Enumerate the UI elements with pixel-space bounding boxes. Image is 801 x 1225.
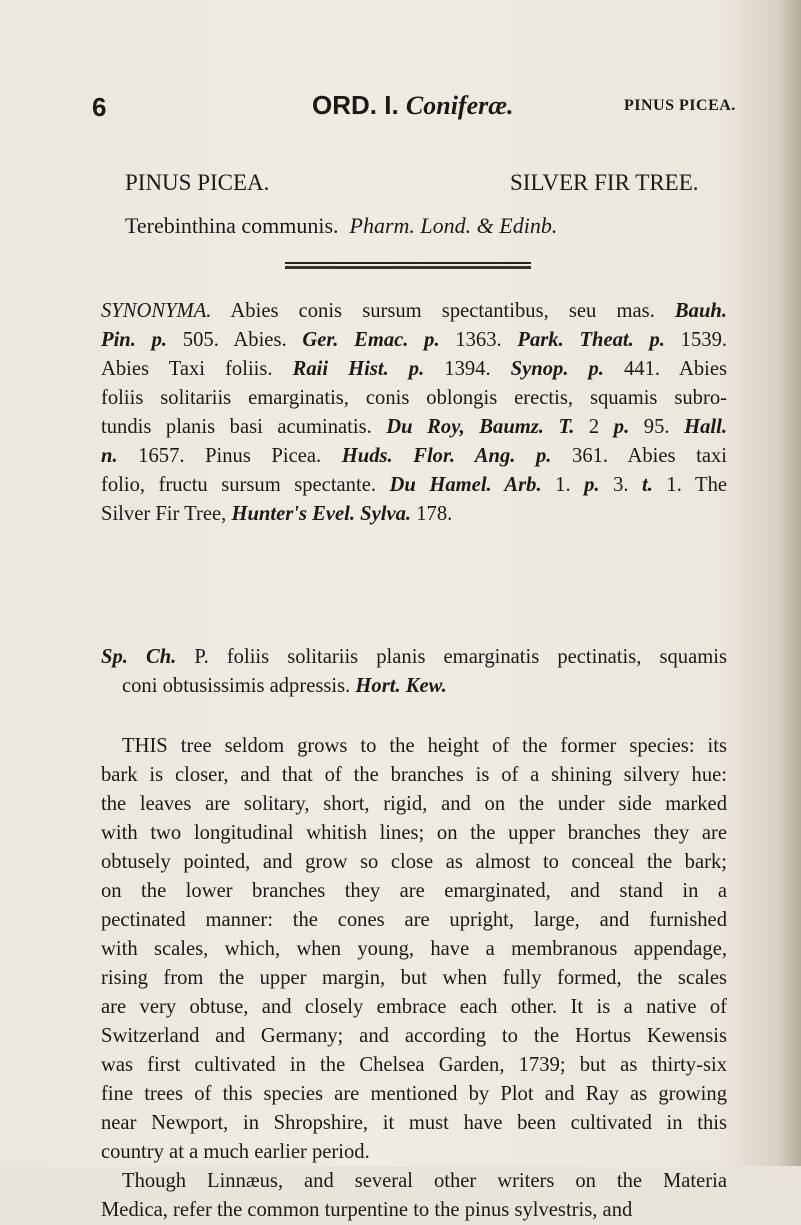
text-run: Sp. Ch. [101,646,177,668]
text-run: 1394. [424,358,511,380]
family-label: Coniferæ. [405,91,514,120]
description-paragraph [101,732,727,1225]
text-run: p. [584,474,600,496]
text-run: Pin. p. [101,329,168,351]
text-run: 361. Abies taxi [551,445,727,467]
text-run: folio, fructu sursum spectante. [101,474,390,496]
page-number: 6 [92,92,107,122]
text-run: Silver Fir Tree, [101,503,232,525]
body-line: with two longitudinal whitish lines; on the upper branches they are [101,822,727,844]
body-line: country at a much earlier period. [101,1141,370,1163]
body-line: the leaves are solitary, short, rigid, and on the under side marked [101,793,727,815]
body-line: Medica, refer the common turpentine to the pinus sylvestris, and [101,1199,633,1221]
text-run: foliis solitariis emarginatis, conis oblongis erectis, squamis subro- [101,387,727,409]
page-edge-shadow [779,0,801,1166]
text-run: Du Roy, Baumz. T. [386,416,575,438]
body-line: are very obtuse, and closely embrace each other. It is a native of [101,996,727,1018]
edinb-label: Edinb. [499,213,558,238]
text-line [101,500,727,529]
drug-name: Terebinthina communis. [125,213,339,238]
text-run: Du Hamel. Arb. [389,474,542,496]
body-line: pectinated manner: the cones are upright, large, and furnished [101,909,727,931]
text-run: Huds. Flor. Ang. p. [341,445,552,467]
synonyma-paragraph [101,297,727,529]
text-line [101,672,727,701]
section-divider [285,262,531,269]
text-run: 1. The [652,474,728,496]
body-line: THIS tree seldom grows to the height of the former species: its [122,735,727,757]
body-line: rising from the upper margin, but when fully formed, the scales [101,967,727,989]
text-run: 95. [629,416,685,438]
body-line: obtusely pointed, and grow so close as almost to conceal the bark; [101,851,727,873]
text-run: Raii Hist. p. [292,358,425,380]
text-run: Abies conis sursum spectantibus, seu mas. [211,300,675,322]
text-run: 505. Abies. [167,329,303,351]
running-head [0,86,801,126]
text-line [101,471,727,500]
text-run: Synop. p. [510,358,604,380]
text-run: 1657. Pinus Picea. [117,445,342,467]
body-line: bark is closer, and that of the branches is of a shining silvery hue: [101,764,727,786]
english-name: SILVER FIR TREE. [510,170,699,195]
order-label: ORD. I. [312,90,399,120]
text-run: Hort. Kew. [355,675,447,697]
text-run: n. [101,445,118,467]
text-run: SYNONYMA. [101,300,212,322]
text-run: 2 [574,416,614,438]
ampersand: & [476,213,494,238]
text-run: 3. [599,474,643,496]
text-line [101,413,727,442]
text-run: Hunter's Evel. Sylva. [231,503,412,525]
text-run: Abies Taxi foliis. [101,358,293,380]
body-line: on the lower branches they are emarginated, and stand in a [101,880,727,902]
text-run: 1363. [439,329,518,351]
text-run: 441. Abies [603,358,727,380]
text-line [101,384,727,413]
body-line: Switzerland and Germany; and according to the Hortus Kewensis [101,1025,727,1047]
pharmacopoeia-line [125,213,557,239]
text-run: 1. [541,474,585,496]
body-line: near Newport, in Shropshire, it must have been cultivated in this [101,1112,727,1134]
body-line: fine trees of this species are mentioned by Plot and Ray as growing [101,1083,727,1105]
specific-character-paragraph [101,643,727,701]
text-run: Ger. Emac. p. [302,329,440,351]
latin-name: PINUS PICEA. [125,170,270,195]
text-run: P. foliis solitariis planis emarginatis pectinatis, squamis [176,646,727,668]
text-run: Bauh. [674,300,727,322]
running-head-species: PINUS PICEA. [624,97,736,114]
text-run: tundis planis basi acuminatis. [101,416,387,438]
body-line: with scales, which, when young, have a membranous appendage, [101,938,727,960]
running-head-order [312,90,514,121]
pharm-label: Pharm. [349,213,415,238]
text-run: p. [613,416,630,438]
text-line [101,326,727,355]
body-line: was first cultivated in the Chelsea Garden, 1739; but as thirty-six [101,1054,727,1076]
text-line [101,643,727,672]
lond-label: Lond. [420,213,472,238]
text-line [101,297,727,326]
text-run: t. [642,474,653,496]
body-line: Though Linnæus, and several other writers on the Materia [122,1170,727,1192]
text-run: 178. [411,503,453,525]
text-run: Hall. [684,416,727,438]
text-run: Park. Theat. p. [517,329,665,351]
text-run: 1539. [664,329,728,351]
text-line [101,355,727,384]
text-run: coni obtusissimis adpressis. [122,675,356,697]
text-line [101,442,727,471]
